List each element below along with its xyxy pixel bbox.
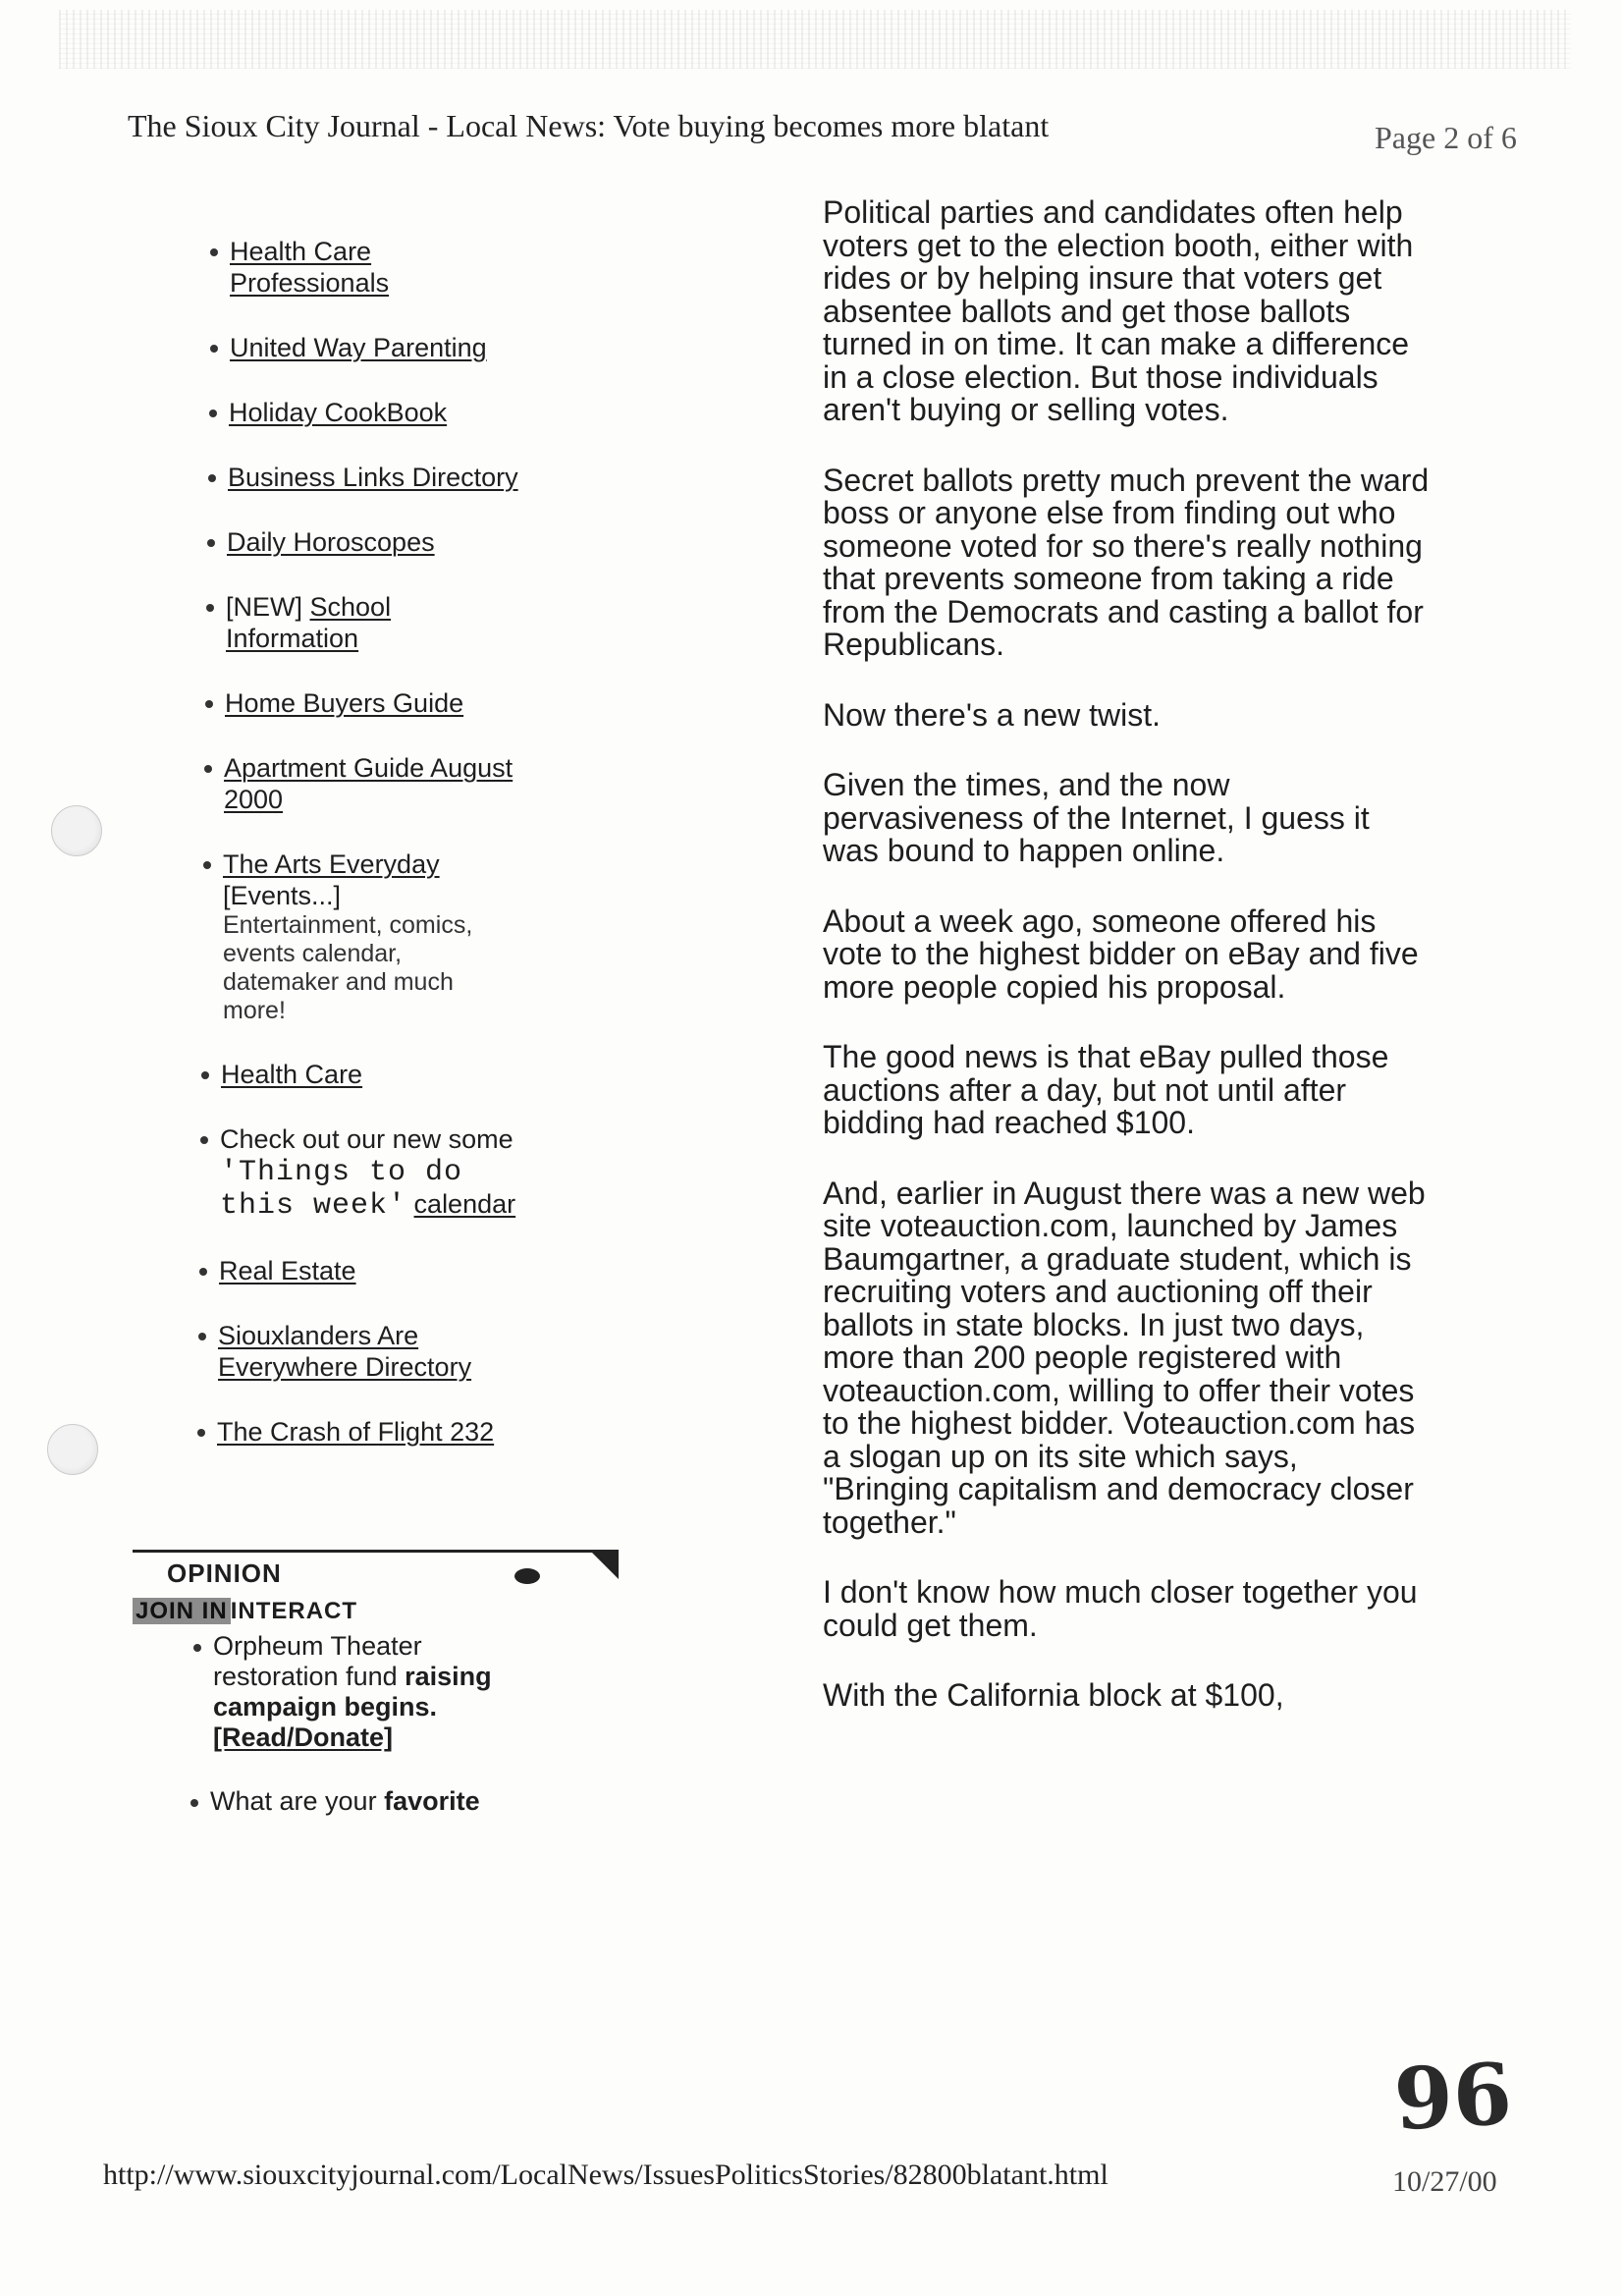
sidebar-item (227, 526, 619, 558)
punch-hole-lower (47, 1424, 98, 1475)
sidebar-link-crash-flight-232[interactable]: The Crash of Flight 232 (217, 1417, 495, 1447)
handwritten-page-number: 96 (1391, 2044, 1515, 2151)
sidebar-item (218, 1320, 503, 1383)
sidebar-link-business-links-directory[interactable]: Business Links Directory (228, 463, 518, 492)
join-interact-row (133, 1598, 619, 1625)
opinion-ornament-icon (514, 1568, 540, 1584)
article-paragraph: Now there's a new twist. (823, 696, 1162, 733)
sidebar-item (230, 236, 485, 299)
sidebar-link-school-information[interactable]: School Information (226, 592, 392, 653)
sidebar-item (229, 397, 619, 428)
page-title: The Sioux City Journal - Local News: Vote buying becomes more blatant (128, 108, 1050, 143)
punch-hole-upper (51, 805, 102, 856)
article-paragraph: Secret ballots pretty much prevent the ward boss or anyone else from finding out who someone voted for so there's really nothing that prevents someone from taking a ride from the Democrats and casting a ballot for Republicans. (823, 462, 1430, 662)
sidebar-item (225, 687, 619, 719)
sidebar-link-health-care-professionals[interactable]: Health Care Professionals (230, 237, 390, 298)
article-paragraph: About a week ago, someone offered his vote to the highest bidder on eBay and five more people copied his proposal. (823, 902, 1419, 1005)
sidebar-link-arts-everyday[interactable]: The Arts Everyday (223, 849, 440, 879)
sidebar-item (223, 848, 517, 1025)
things-to-do-title: 'Things to do this week' (220, 1156, 463, 1223)
opinion-item (210, 1786, 619, 1817)
join-in-button[interactable]: JOIN IN (133, 1598, 231, 1624)
article-paragraph: The good news is that eBay pulled those auctions after a day, but not until after bidding had reached $100. (823, 1039, 1389, 1140)
sidebar-item (230, 332, 619, 363)
sidebar-item (217, 1416, 619, 1448)
sidebar-link-home-buyers-guide[interactable]: Home Buyers Guide (225, 688, 464, 718)
sidebar-item (226, 591, 422, 654)
article-body (823, 196, 1432, 1750)
sidebar-item (220, 1123, 544, 1222)
sidebar-item (221, 1059, 619, 1090)
events-label: [Events...] (223, 881, 342, 910)
sidebar-link-holiday-cookbook[interactable]: Holiday CookBook (229, 398, 448, 427)
sidebar-link-united-way-parenting[interactable]: United Way Parenting (230, 333, 487, 362)
arts-description: Entertainment, comics, events calendar, datemaker and much more! (223, 911, 473, 1024)
opinion-item-text: What are your (210, 1786, 377, 1816)
sidebar-link-siouxlanders-directory[interactable]: Siouxlanders Are Everywhere Directory (218, 1321, 472, 1382)
opinion-arrow-icon (589, 1550, 619, 1579)
opinion-list (133, 1631, 619, 1817)
opinion-item-text: Orpheum Theater restoration fund (213, 1631, 422, 1691)
new-badge: [NEW] (226, 592, 302, 622)
sidebar-link-apartment-guide[interactable]: Apartment Guide August 2000 (224, 753, 514, 814)
read-donate-link[interactable]: [Read/Donate] (213, 1722, 394, 1752)
footer-date: 10/27/00 (1392, 2165, 1497, 2198)
opinion-header (133, 1550, 619, 1596)
footer-url: http://www.siouxcityjournal.com/LocalNews/IssuesPoliticsStories/82800blatant.html (103, 2159, 1108, 2191)
opinion-section (133, 1550, 619, 1850)
sidebar-link-real-estate[interactable]: Real Estate (219, 1256, 356, 1285)
sidebar-link-health-care[interactable]: Health Care (221, 1060, 363, 1089)
sidebar-link-daily-horoscopes[interactable]: Daily Horoscopes (227, 527, 435, 557)
sidebar-item (228, 462, 619, 493)
opinion-item (213, 1631, 517, 1753)
article-paragraph: Given the times, and the now pervasiveness of the Internet, I guess it was bound to happen online. (823, 767, 1370, 868)
article-paragraph: With the California block at $100, (823, 1677, 1284, 1713)
article-paragraph: Political parties and candidates often help voters get to the election booth, either with rides or by helping insure that voters get absentee ballots and get those ballots turned in on time. It can make a difference in a close election. But those individuals aren't buying or selling votes. (823, 194, 1414, 427)
article-paragraph: I don't know how much closer together you could get them. (823, 1574, 1418, 1643)
things-to-do-prefix: Check out our new some (220, 1124, 514, 1154)
interact-label: INTERACT (230, 1598, 358, 1624)
opinion-item-bold: favorite (384, 1786, 480, 1816)
scan-noise-band (59, 10, 1571, 69)
opinion-heading: OPINION (167, 1558, 282, 1588)
page-number: Page 2 of 6 (1375, 120, 1517, 155)
sidebar-link-calendar[interactable]: calendar (413, 1189, 516, 1219)
sidebar-links (187, 236, 619, 1481)
opinion-item-bold: raising campaign begins. (213, 1662, 492, 1722)
sidebar-item (224, 752, 548, 815)
article-paragraph: And, earlier in August there was a new web site voteauction.com, launched by James Baumgartner, a graduate student, which is recruiting voters and auctioning off their ballots in state blocks. In just two days, more than 200 people registered with voteauction.com, willing to offer their votes to the highest bidder. Voteauction.com has a slogan up on its site which says, "Bringing capitalism and democracy closer together." (823, 1175, 1426, 1540)
sidebar-item (219, 1255, 619, 1286)
